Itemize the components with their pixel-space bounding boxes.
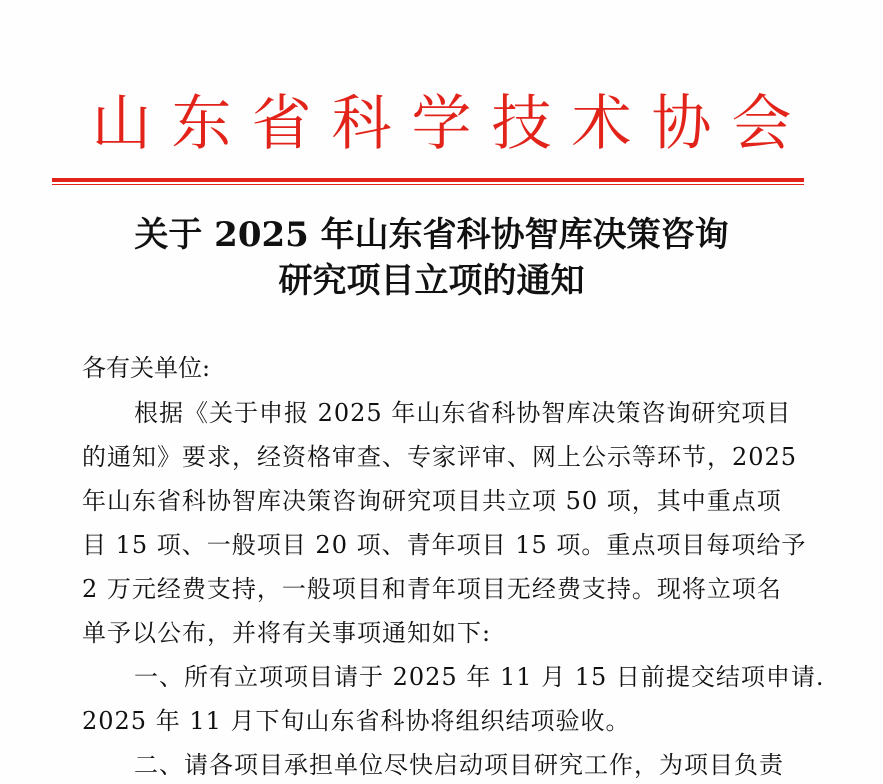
red-header-rule-thin [52,184,804,185]
body-line: 一、所有立项项目请于 2025 年 11 月 15 日前提交结项申请. [134,663,825,691]
salutation: 各有关单位: [82,354,211,382]
organization-header: 山东省科学技术协会 [91,89,812,159]
document-title-line-1: 关于 2025 年山东省科协智库决策咨询 [134,215,729,255]
body-line: 二、请各项目承担单位尽快启动项目研究工作，为项目负责 [134,751,784,779]
body-line: 根据《关于申报 2025 年山东省科协智库决策咨询研究项目 [134,399,792,427]
body-line: 年山东省科协智库决策咨询研究项目共立项 50 项，其中重点项 [82,487,782,515]
red-header-rule [52,178,804,182]
document-title-line-2: 研究项目立项的通知 [278,261,585,301]
body-line: 2 万元经费支持，一般项目和青年项目无经费支持。现将立项名 [82,575,782,603]
body-line: 2025 年 11 月下旬山东省科协将组织结项验收。 [82,707,631,735]
body-line: 的通知》要求，经资格审查、专家评审、网上公示等环节，2025 [82,443,798,471]
body-line: 单予以公布，并将有关事项通知如下: [82,619,492,647]
body-line: 目 15 项、一般项目 20 项、青年项目 15 项。重点项目每项给予 [82,531,807,559]
